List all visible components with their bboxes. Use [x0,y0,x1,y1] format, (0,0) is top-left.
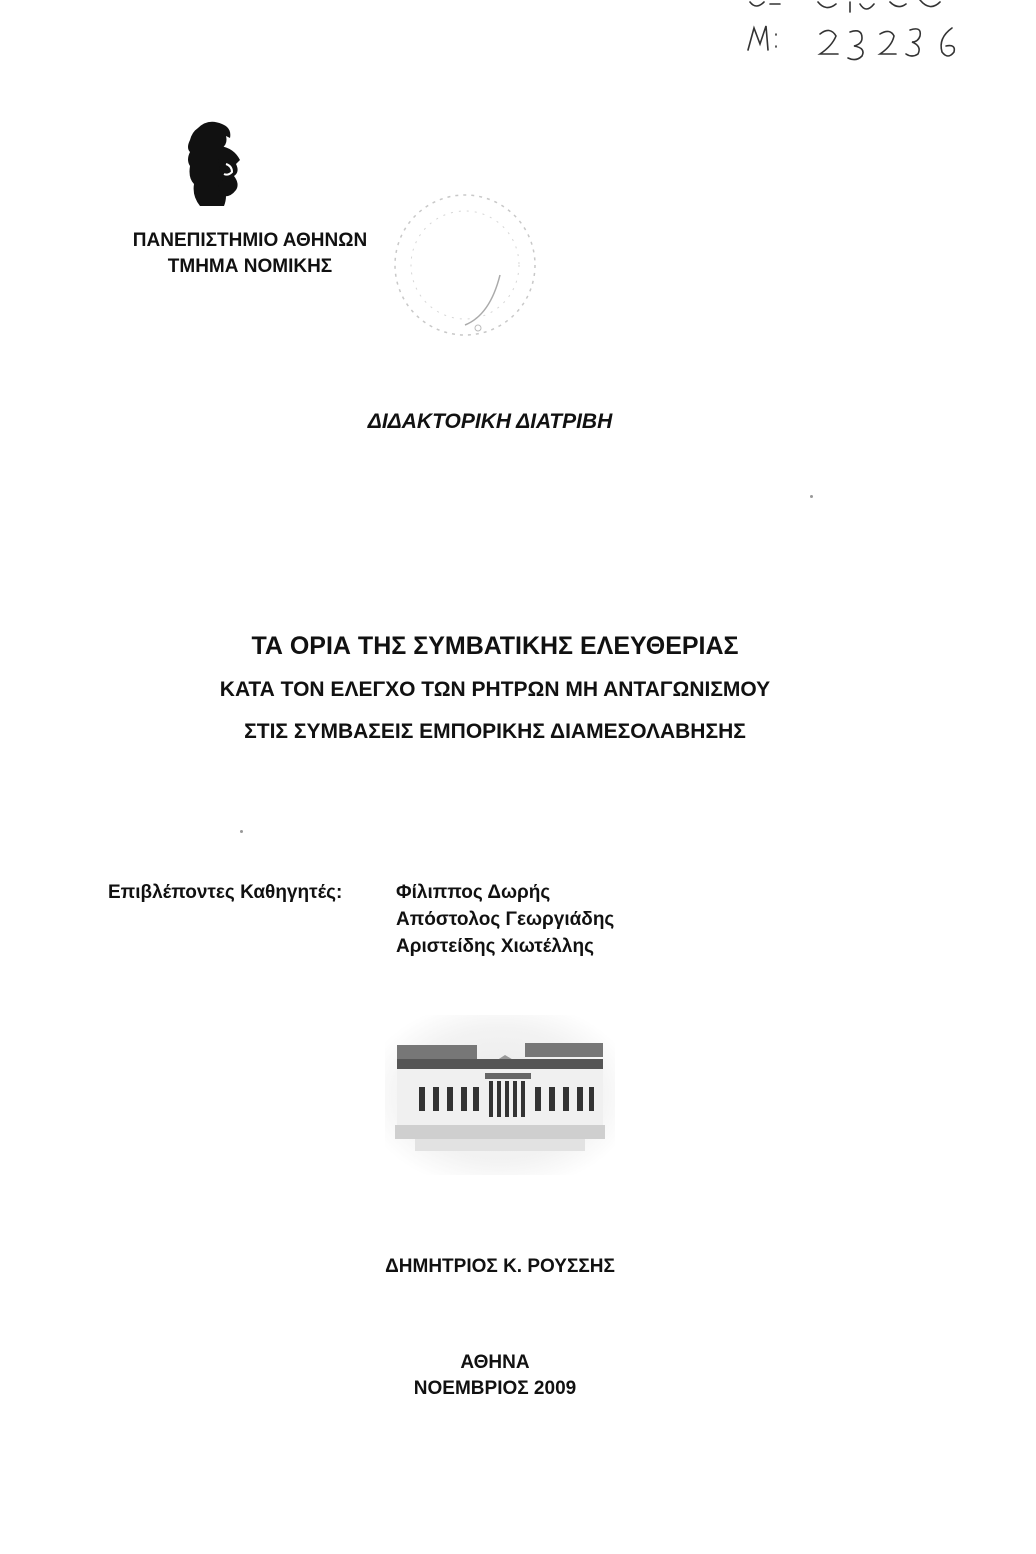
supervisors-block [108,879,808,960]
department-name: ΤΜΗΜΑ ΝΟΜΙΚΗΣ [167,256,333,277]
university-name: ΠΑΝΕΠΙΣΤΗΜΙΟ ΑΘΗΝΩΝ [132,230,368,251]
title-line-2: ΚΑΤΑ ΤΟΝ ΕΛΕΓΧΟ ΤΩΝ ΡΗΤΡΩΝ ΜΗ ΑΝΤΑΓΩΝΙΣΜΟΥ [219,678,771,701]
scan-speck [240,830,243,833]
supervisors-label: Επιβλέποντες Καθηγητές: [108,882,343,903]
title-line-3: ΣΤΙΣ ΣΥΜΒΑΣΕΙΣ ΕΜΠΟΡΙΚΗΣ ΔΙΑΜΕΣΟΛΑΒΗΣΗΣ [244,720,746,743]
university-building-image [385,1015,615,1175]
supervisor-name: Απόστολος Γεωργιάδης [396,909,615,930]
author-name: ΔΗΜΗΤΡΙΟΣ Κ. ΡΟΥΣΣΗΣ [385,1256,615,1277]
university-header [105,228,395,280]
date: ΝΟΕΜΒΡΙΟΣ 2009 [413,1378,577,1399]
library-stamp-icon [380,180,550,350]
title-line-1: ΤΑ ΟΡΙΑ ΤΗΣ ΣΥΜΒΑΤΙΚΗΣ ΕΛΕΥΘΕΡΙΑΣ [251,632,739,660]
thesis-title [0,628,990,746]
place-and-date [0,1350,990,1402]
scan-speck [810,495,813,498]
athena-logo-icon [168,118,258,218]
supervisor-name: Αριστείδης Χιωτέλλης [396,936,594,957]
supervisor-name: Φίλιππος Δωρής [396,882,551,903]
document-type: ΔΙΔΑΚΤΟΡΙΚΗ ΔΙΑΤΡΙΒΗ [367,410,613,433]
place: ΑΘΗΝΑ [460,1352,530,1373]
handwritten-catalogue-marks [740,0,1000,70]
